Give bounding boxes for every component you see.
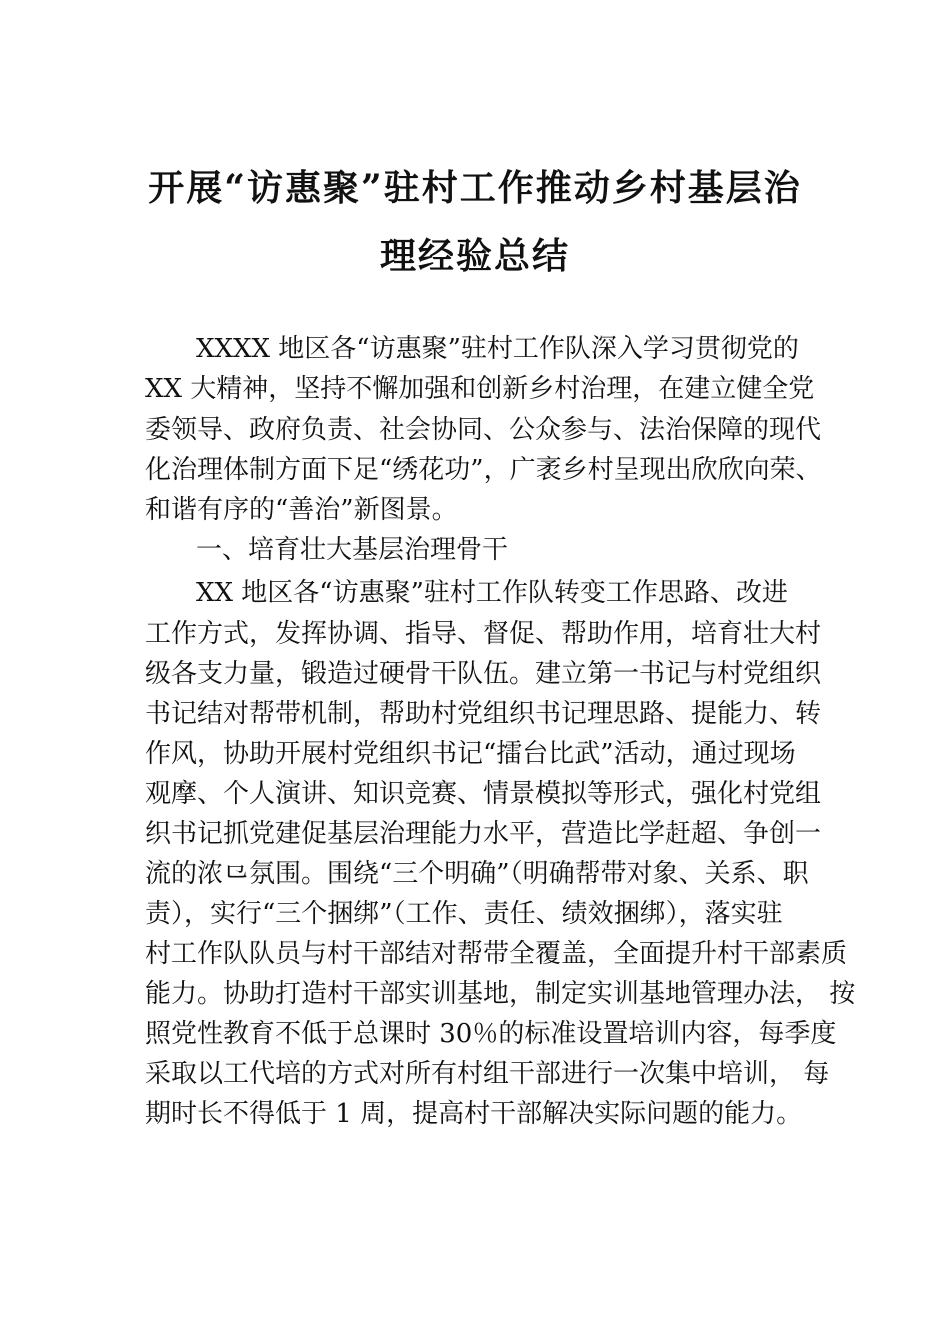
paragraph-2-line-6: 观摩、个人演讲、知识竞赛、情景模拟等形式，强化村党组	[145, 779, 822, 809]
document-title-line-1: 开展“访惠聚”驻村工作推动乡村基层治	[148, 167, 802, 209]
paragraph-2-line-8: 流的浓⺋氛围。围绕“三个明确”（明确帮带对象、关系、职	[145, 859, 809, 889]
section-heading-1: 一、培育壮大基层治理骨干	[196, 535, 509, 565]
paragraph-2-line-14: 期时长不得低于 1 周，提高村干部解决实际问题的能力。	[145, 1099, 803, 1129]
paragraph-2-line-13: 采取以工代培的方式对所有村组干部进行一次集中培训， 每	[145, 1059, 830, 1089]
paragraph-2-line-5: 作风，协助开展村党组织书记“擂台比武”活动，通过现场	[145, 739, 796, 769]
paragraph-1-line-4: 化治理体制方面下足“绣花功”，广袤乡村呈现出欣欣向荣、	[145, 455, 822, 485]
paragraph-2-line-10: 村工作队队员与村干部结对帮带全覆盖，全面提升村干部素质	[145, 939, 848, 969]
paragraph-2-line-4: 书记结对帮带机制，帮助村党组织书记理思路、提能力、转	[145, 699, 822, 729]
paragraph-2-line-2: 工作方式，发挥协调、指导、督促、帮助作用，培育壮大村	[145, 619, 822, 649]
paragraph-1-line-1: XXXX 地区各“访惠聚”驻村工作队深入学习贯彻党的	[196, 334, 799, 364]
paragraph-2-line-11: 能力。协助打造村干部实训基地，制定实训基地管理办法， 按	[145, 979, 856, 1009]
paragraph-2-line-7: 织书记抓党建促基层治理能力水平，营造比学赶超、争创一	[145, 819, 822, 849]
paragraph-2-line-3: 级各支力量，锻造过硬骨干队伍。建立第一书记与村党组织	[145, 659, 822, 689]
paragraph-1-line-5: 和谐有序的“善治”新图景。	[145, 495, 458, 525]
paragraph-2-line-12: 照党性教育不低于总课时 30％的标准设置培训内容，每季度	[145, 1019, 837, 1049]
paragraph-1-line-2: XX 大精神，坚持不懈加强和创新乡村治理，在建立健全党	[145, 374, 815, 404]
paragraph-2-line-1: XX 地区各“访惠聚”驻村工作队转变工作思路、改进	[196, 578, 788, 608]
paragraph-2-line-9: 责），实行“三个捆绑”（工作、责任、绩效捆绑），落实驻	[145, 899, 783, 929]
paragraph-1-line-3: 委领导、政府负责、社会协同、公众参与、法治保障的现代	[145, 415, 822, 445]
document-title-line-2: 理经验总结	[379, 235, 570, 277]
